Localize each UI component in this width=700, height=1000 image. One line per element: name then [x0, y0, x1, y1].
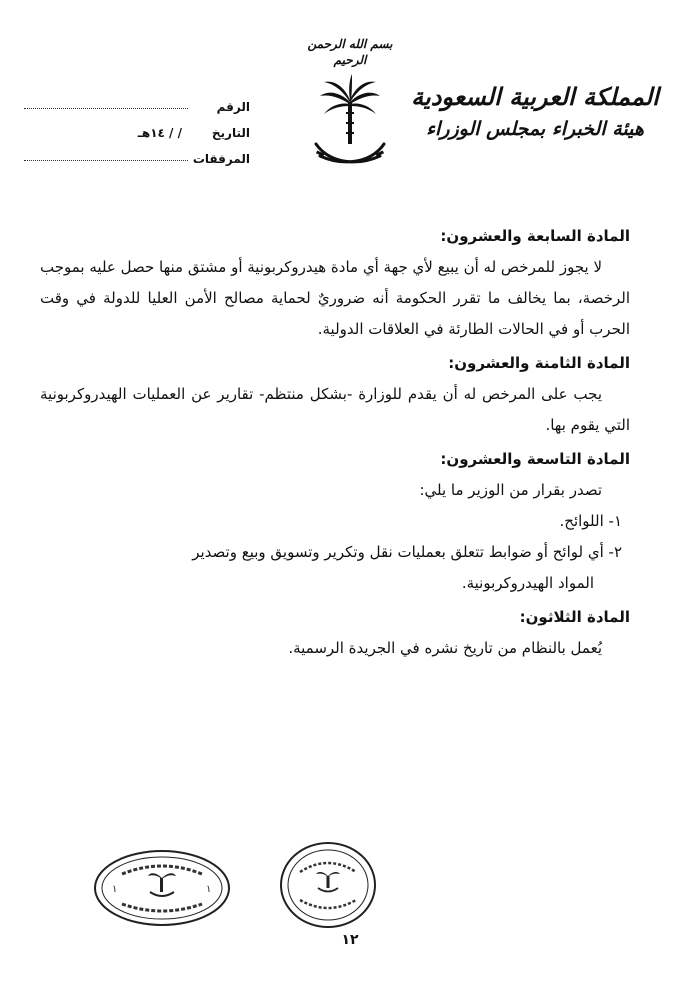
article-27-text: لا يجوز للمرخص له أن يبيع لأي جهة أي مادة هيدروكربونية أو مشتق منها حصل عليه بموجب الرخصة، بما يخالف ما تقرر الحكومة أنه ضروريٌ لحماية مصالح الأمن العليا للدولة في وقت الحرب أو في الحالات الطارئة في العلاقات الدولية.	[40, 258, 630, 338]
reference-line	[24, 108, 188, 109]
article-28-title: المادة الثامنة والعشرون:	[448, 354, 630, 372]
attachments-line	[24, 160, 188, 161]
official-seal-secretariat	[278, 840, 378, 930]
article-28-text: يجب على المرخص له أن يقدم للوزارة -بشكل منتظم- تقارير عن العمليات الهيدروكربونية التي يقوم بها.	[40, 385, 630, 434]
document-body	[40, 218, 630, 664]
date-label: التاريخ	[211, 126, 250, 140]
reference-row	[20, 88, 250, 114]
article-29-intro: تصدر بقرار من الوزير ما يلي:	[419, 481, 602, 499]
date-format: / / ١٤هـ	[137, 126, 182, 140]
basmala: بسم الله الرحمن الرحيم	[307, 37, 393, 67]
svg-text:١: ١	[112, 884, 118, 895]
reference-label: الرقم	[216, 100, 250, 114]
seal-authority-icon	[92, 848, 232, 928]
article-29-item-continuation: المواد الهيدروكربونية.	[461, 574, 594, 592]
article-27-title: المادة السابعة والعشرون:	[440, 227, 630, 245]
letterhead-title	[410, 82, 660, 142]
page-number: ١٢	[341, 932, 359, 948]
official-seal-authority	[92, 848, 232, 928]
article-30-title: المادة الثلاثون:	[519, 608, 630, 626]
attachments-row	[20, 140, 250, 166]
article-29-item: ٢- أي لوائح أو ضوابط تتعلق بعمليات نقل وتكرير وتسويق وبيع وتصدير	[192, 543, 622, 561]
article-29-title: المادة التاسعة والعشرون:	[440, 450, 630, 468]
attachments-label: المرفقات	[192, 152, 250, 166]
article-30-text: يُعمل بالنظام من تاريخ نشره في الجريدة الرسمية.	[288, 639, 602, 657]
kingdom-name: المملكة العربية السعودية	[411, 82, 659, 111]
date-row	[20, 114, 250, 140]
article-29-item: ١- اللوائح.	[559, 512, 622, 530]
reference-block	[20, 88, 250, 166]
seal-secretariat-icon	[278, 840, 378, 930]
palm-swords-emblem-icon	[310, 72, 390, 172]
svg-text:١: ١	[206, 884, 212, 895]
authority-name: هيئة الخبراء بمجلس الوزراء	[426, 118, 644, 140]
